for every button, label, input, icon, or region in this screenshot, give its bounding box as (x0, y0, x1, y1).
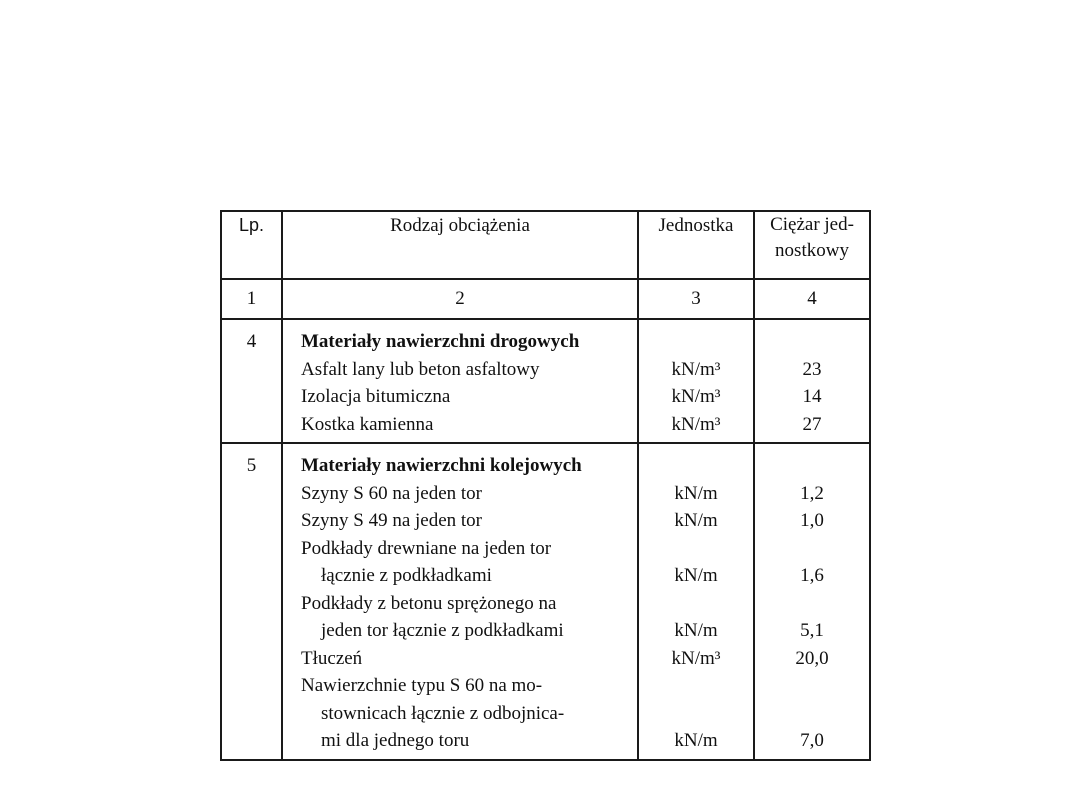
row-unit: kN/m (674, 620, 718, 641)
group-units (638, 443, 754, 760)
row-value: 14 (802, 386, 822, 407)
row-unit: kN/m (674, 510, 718, 531)
row-value: 20,0 (795, 647, 829, 669)
row-value: 23 (802, 358, 822, 380)
row-value: 1,6 (800, 565, 824, 586)
row-desc-continued: mi dla jednego toru (321, 730, 470, 751)
row-desc-continued: jeden tor łącznie z podkładkami (321, 620, 564, 641)
row-desc: Kostka kamienna (301, 413, 434, 435)
row-unit: kN/m (674, 565, 718, 586)
row-desc: Nawierzchnie typu S 60 na mo- (301, 675, 543, 696)
row-unit: kN/m (674, 482, 718, 504)
row-desc: Podkłady z betonu sprężonego na (301, 592, 557, 614)
row-desc: Izolacja bitumiczna (301, 386, 451, 407)
group-title: Materiały nawierzchni kolejowych (301, 455, 582, 476)
header-unit-weight (754, 211, 870, 279)
group-values (754, 319, 870, 443)
row-unit: kN/m³ (671, 647, 721, 669)
row-desc-continued: stownicach łącznie z odbojnica- (321, 702, 565, 724)
row-value: 1,2 (800, 482, 824, 504)
header-unit-weight-line2: nostkowy (775, 239, 849, 261)
row-desc: Asfalt lany lub beton asfaltowy (301, 358, 540, 380)
column-number: 2 (282, 279, 638, 319)
column-number: 1 (221, 279, 282, 319)
group-road-materials (221, 319, 870, 443)
row-value: 5,1 (800, 620, 824, 641)
row-desc: Podkłady drewniane na jeden tor (301, 537, 552, 559)
unit-weight-table (220, 210, 871, 761)
row-desc-continued: łącznie z podkładkami (321, 565, 492, 586)
group-lp: 5 (221, 443, 282, 760)
column-number-row (221, 279, 870, 319)
row-unit: kN/m (674, 730, 718, 751)
group-lp: 4 (221, 319, 282, 443)
group-rail-materials (221, 443, 870, 760)
group-descriptions (282, 319, 638, 443)
header-load-type: Rodzaj obciążenia (282, 211, 638, 279)
row-value: 7,0 (800, 730, 824, 751)
column-number: 3 (638, 279, 754, 319)
group-title: Materiały nawierzchni drogowych (301, 331, 580, 352)
row-desc: Szyny S 49 na jeden tor (301, 510, 483, 531)
column-number: 4 (754, 279, 870, 319)
row-unit: kN/m³ (671, 358, 721, 380)
row-unit: kN/m³ (671, 386, 721, 407)
header-row (221, 211, 870, 279)
header-lp: Lp. (221, 211, 282, 279)
row-unit: kN/m³ (671, 413, 721, 435)
group-descriptions (282, 443, 638, 760)
row-desc: Szyny S 60 na jeden tor (301, 482, 483, 504)
row-desc: Tłuczeń (301, 647, 363, 669)
row-value: 1,0 (800, 510, 824, 531)
group-units (638, 319, 754, 443)
header-unit: Jednostka (638, 211, 754, 279)
row-value: 27 (802, 413, 822, 435)
header-unit-weight-line1: Ciężar jed- (770, 214, 854, 235)
group-values (754, 443, 870, 760)
